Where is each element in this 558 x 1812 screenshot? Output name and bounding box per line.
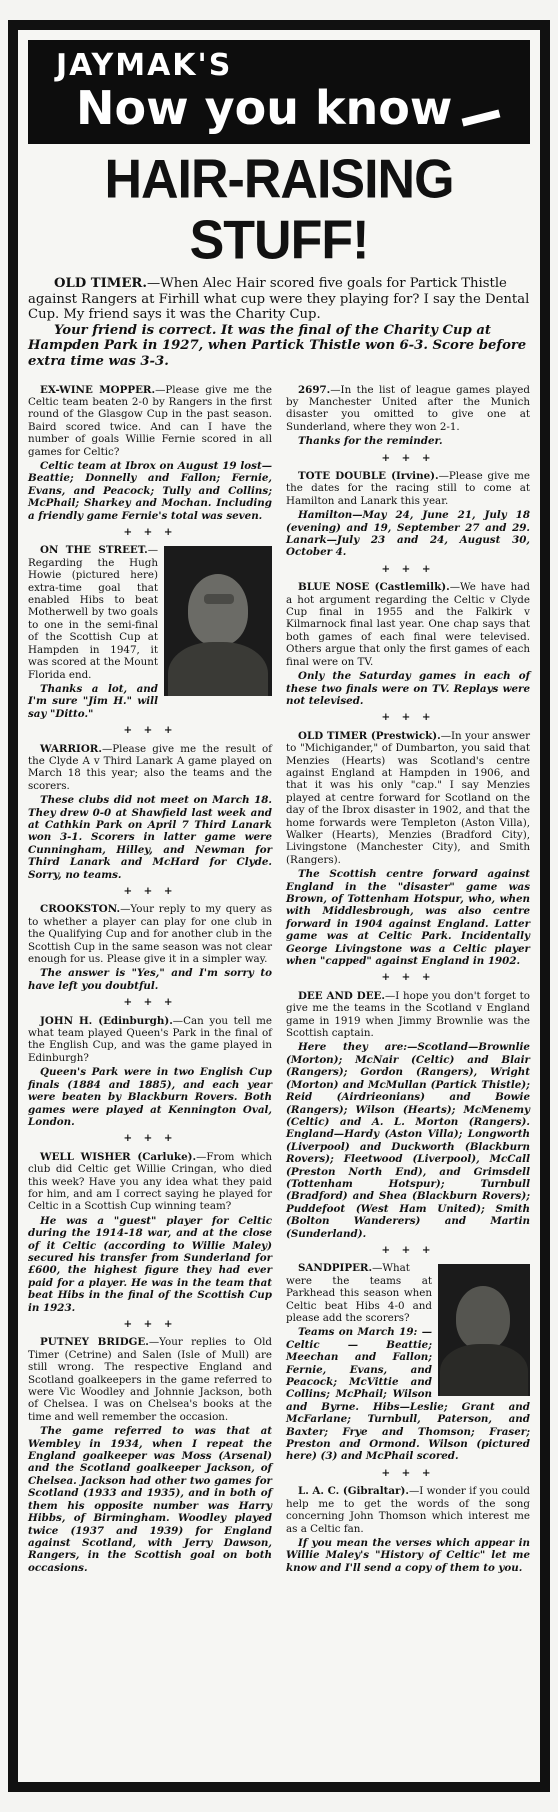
separator: + + + [381, 971, 435, 984]
separator: + + + [381, 1243, 435, 1256]
headline: HAIR-RAISING STUFF! [104, 149, 454, 271]
columns [28, 384, 530, 1577]
right-q5: —I hope you don't forget to give me the teams in the Scotland v England game in 1919 when Jimmy Brownlie was the Scottish captain. [286, 989, 530, 1040]
left-q3-who: WARRIOR. [40, 742, 102, 755]
left-q5-who: JOHN H. (Edinburgh). [40, 1014, 173, 1027]
left-q3: —Please give me the result of the Clyde A v Third Lanark A game played on March 18 this year; also the teams and the scorers. [28, 742, 272, 792]
column-banner [28, 40, 530, 144]
left-q6: —From which club did Celtic get Willie Cringan, who died this week? Have you any idea what they paid for him, and am I correct saying he played for Celtic in a Scottish Cup winning team? [28, 1150, 272, 1213]
separator: + + + [123, 724, 177, 737]
clipping-body [18, 30, 540, 1782]
separator: + + + [123, 526, 177, 539]
right-column [286, 384, 530, 1577]
separator: + + + [123, 1318, 177, 1330]
separator: + + + [381, 711, 435, 724]
left-q1: —Please give me the Celtic team beaten 2-0 by Rangers in the first round of the Glasgow Cup in the past season. Baird scored twice. And can I have the number of goals Willie Fernie scored in all games for Celtic? [28, 383, 273, 458]
left-a1: Celtic team at Ibrox on August 19 lost—Beattie; Donnelly and Fallon; Fernie, Evans, and Peacock; Tully and Collins; McPhail; Sharkey and Mochan. Including a friendly game Fernie's total was seven. [28, 460, 272, 522]
right-a7: If you mean the verses which appear in Willie Maley's "History of Celtic" let me know and I'll send a copy of them to you. [286, 1536, 530, 1574]
left-q2: —Regarding the Hugh Howie (pictured here) extra-time goal that enabled Hibs to beat Motherwell by two goals to one in the semi-final of the Scottish Cup at Hampden in 1947, it was scored at the Mount Florida end. [28, 544, 158, 681]
separator: + + + [123, 996, 177, 1009]
separator: + + + [381, 451, 435, 464]
right-a3: Only the Saturday games in each of these two finals were on TV. Replays were not televised. [286, 670, 530, 707]
left-q1-who: EX-WINE MOPPER. [40, 383, 156, 396]
photo-hugh-howie [164, 546, 272, 696]
lead-question: —When Alec Hair scored five goals for Partick Thistle against Rangers at Firhill what cup were they playing for? I say the Dental Cup. My friend says it was the Charity Cup. [28, 276, 530, 323]
right-a4: The Scottish centre forward against England in the "disaster" game was Brown, of Tottenham Hotspur, who, when with Middlesbrough, was also centre forward in 1904 against England. Latter game was at Celtic Park. Incidentally George Livingstone was a Celtic player when "capped" against England in 1902. [286, 868, 530, 968]
right-q5-who: DEE AND DEE. [298, 989, 385, 1002]
left-a5: Queen's Park were in two English Cup finals (1884 and 1885), and each year were beaten by Blackburn Rovers. Both games were played at Kennington Oval, London. [28, 1066, 272, 1128]
clipping-frame [8, 20, 550, 1792]
separator: + + + [123, 1132, 177, 1145]
left-q7-who: PUTNEY BRIDGE. [40, 1336, 149, 1349]
right-q6: —What were the teams at Parkhead this season when Celtic beat Hibs 4-0 and please add the scorers? [286, 1262, 432, 1324]
right-q7-who: L. A. C. (Gibraltar). [298, 1485, 409, 1498]
separator: + + + [123, 885, 177, 897]
right-q6-who: SANDPIPER. [298, 1262, 373, 1275]
right-a5: Here they are:—Scotland—Brownlie (Morton); McNair (Celtic) and Blair (Rangers); Gordon (Rangers), Wright (Morton) and McMullan (Partick Thistle); Reid (Airdrieonians) and Bowie (Rangers); Wilson (Hearts); McMenemy (Celtic) and A. L. Morton (Rangers). England—Hardy (Aston Villa); Longworth (Liverpool) and Duckworth (Blackburn Rovers); Fleetwood (Liverpool), McCall (Preston North End), and Grimsdell (Tottenham Hotspur); Turnbull (Bradford) and Shea (Blackburn Rovers); Puddefoot (West Ham United); Smith (Bolton Wanderers) and Martin (Sunderland). [286, 1041, 530, 1240]
lead-item [28, 276, 530, 370]
lead-question-who: OLD TIMER. [54, 276, 147, 291]
left-q4-who: CROOKSTON. [40, 903, 121, 916]
right-a6: Teams on March 19: — Celtic — Beattie; Meechan and Fallon; Fernie, Evans, and Peacock; McVittie and Collins; McPhail; Wilson and Byrne. Hibs—Leslie; Grant and McFarlane; Turnbull, Paterson, and Baxter; Frye and Thomson; Fraser; Preston and Ormond. Wilson (pictured here) (3) and McPhail scored. [286, 1326, 530, 1463]
left-q4: —Your reply to my query as to whether a player can play for one club in the Qualifying Cup and for another club in the Scottish Cup in the same season was not clear enough for us. Please give it in a simpler way. [28, 903, 272, 966]
left-a2: Thanks a lot, and I'm sure "Jim H." will say "Ditto." [28, 682, 158, 720]
banner-brand: JAYMAK'S [56, 48, 233, 83]
left-a4: The answer is "Yes," and I'm sorry to have left you doubtful. [28, 967, 272, 992]
banner-tagline: Now you know [76, 81, 453, 135]
right-q3-who: BLUE NOSE (Castlemilk). [298, 581, 450, 594]
left-a6: He was a "guest" player for Celtic during the 1914-18 war, and at the close of it Celtic (according to Willie Maley) secured his transfer from Sunderland for £600, the highest figure they had ever paid for a player. He was in the team that beat Hibs in the final of the Scottish Cup in 1923. [28, 1214, 272, 1314]
left-q6-who: WELL WISHER (Carluke). [40, 1150, 197, 1163]
right-q2-who: TOTE DOUBLE (Irvine). [298, 470, 439, 482]
right-q3: —We have had a hot argument regarding the Celtic v Clyde Cup final in 1955 and the Falkirk v Kilmarnock final last year. One chap says that both games of each final were televised. Others argue that only the first games of each final were on TV. [286, 581, 530, 668]
left-q7: —Your replies to Old Timer (Cetrine) and Salen (Isle of Mull) are still wrong. The respective England and Scotland goalkeepers in the game referred to were Vic Woodley and Johnnie Jackson, both of Chelsea. I was on Chelsea's books at the time and well remember the occasion. [28, 1336, 272, 1423]
left-a3: These clubs did not meet on March 18. They drew 0-0 at Shawfield last week and at Cathkin Park on April 7 Third Lanark won 3-1. Scorers in latter game were Cunningham, Hilley, and Newman for Third Lanark and McHard for Clyde. Sorry, no teams. [28, 794, 272, 881]
left-column [28, 384, 272, 1577]
separator: + + + [381, 562, 435, 575]
right-q2: —Please give me the dates for the racing still to come at Hamilton and Lanark this year. [286, 470, 530, 507]
right-q4: —In your answer to "Michigander," of Dumbarton, you said that Menzies (Hearts) was Scotland's centre against England at Hampden in 1906, and that it was his only "cap." I say Menzies played at centre forward for Scotland on the day of the Ibrox disaster in 1902, and that the home forwards were Templeton (Aston Villa), Walker (Hearts), Menzies (Bradford City), Livingstone (Manchester City), and Smith (Rangers). [286, 729, 530, 866]
left-q2-who: ON THE STREET. [40, 544, 148, 557]
left-a7: The game referred to was that at Wembley in 1934, when I repeat the England goalkeeper was Moss (Arsenal) and the Scotland goalkeeper Jackson, of Chelsea. Jackson had other two games for Scotland (1933 and 1935), and in both of them his opposite number was Harry Hibbs, of Birmingham. Woodley played twice (1937 and 1939) for England against Scotland, with Jerry Dawson, Rangers, in the Scottish goal on both occasions. [28, 1425, 272, 1574]
right-q7: —I wonder if you could help me to get the words of the song concerning John Thomson which interest me as a Celtic fan. [286, 1485, 530, 1535]
separator: + + + [381, 1466, 435, 1479]
photo-wilson [438, 1264, 530, 1396]
right-a2: Hamilton—May 24, June 21, July 18 (evening) and 19, September 27 and 29. Lanark—July 23 and 24, August 30, October 4. [286, 509, 530, 559]
left-q5: —Can you tell me what team played Queen's Park in the final of the English Cup, and was the game played in Edinburgh? [28, 1014, 272, 1064]
right-a1: Thanks for the reminder. [298, 435, 443, 448]
right-q4-who: OLD TIMER (Prestwick). [298, 729, 441, 742]
right-q1: —In the list of league games played by Manchester United after the Munich disaster you omitted to give one at Sunderland, where they won 2-1. [286, 383, 530, 433]
lead-answer: Your friend is correct. It was the final of the Charity Cup at Hampden Park in 1927, when Partick Thistle won 6-3. Score before extra time was 3-3. [28, 322, 527, 369]
right-q1-who: 2697. [298, 383, 331, 396]
